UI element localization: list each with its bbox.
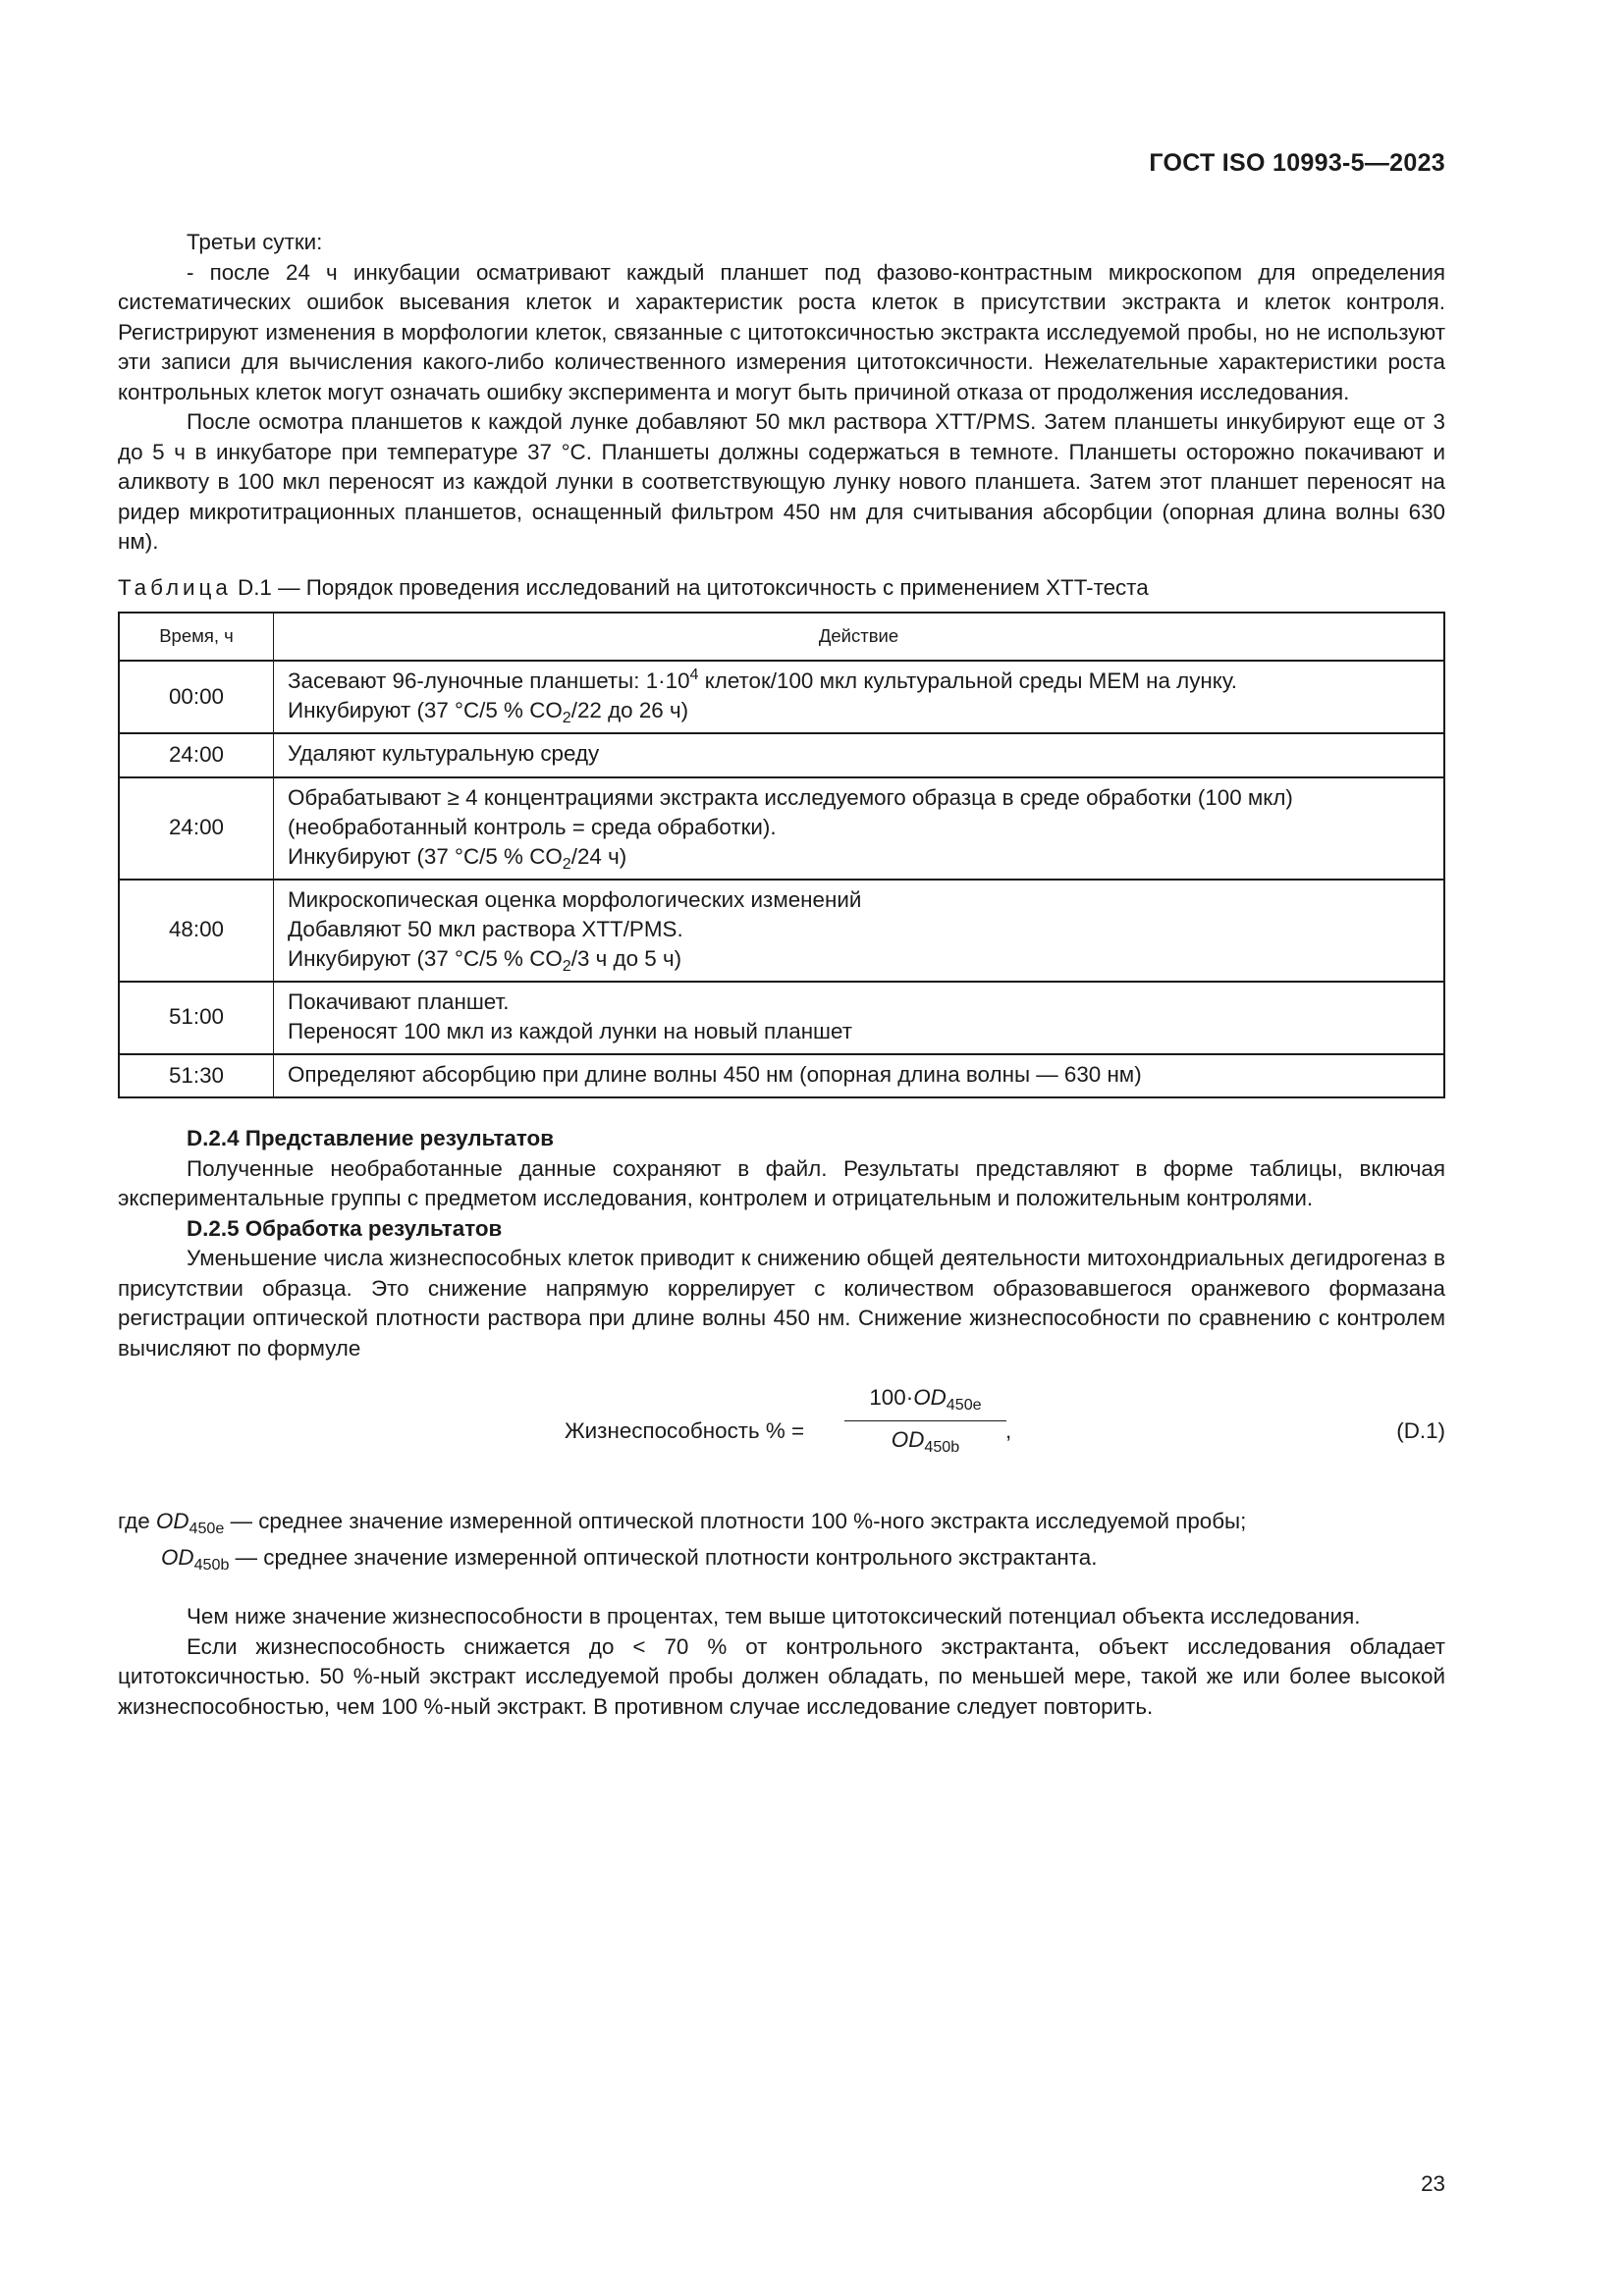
table-row (119, 777, 1444, 880)
action-cell (274, 661, 1445, 733)
procedure-table (118, 612, 1445, 1098)
time-cell: 24:00 (119, 777, 274, 880)
section-heading-d24: D.2.4 Представление результатов (187, 1126, 554, 1150)
section-heading-d25: D.2.5 Обработка результатов (187, 1215, 503, 1241)
action-line: Определяют абсорбцию при длине волны 450 нм (опорная длина волны — 630 нм) (288, 1061, 1142, 1087)
table-row (119, 733, 1444, 777)
where-line-2: $OD_{450b}$ — среднее значение измеренной оптической плотности контрольного экстрактанта. (161, 1544, 1098, 1574)
table-row (119, 661, 1444, 733)
formula-denominator: $OD_{450b}$ (891, 1427, 960, 1456)
day3-heading: Третьи сутки: (187, 230, 323, 254)
page-content (118, 228, 1445, 1722)
column-header-action: Действие (274, 613, 1445, 661)
table-caption (118, 573, 1445, 604)
document-id-header: ГОСТ ISO 10993-5—2023 (1149, 149, 1445, 177)
formula-fraction (844, 1383, 1006, 1456)
time-cell: 24:00 (119, 733, 274, 777)
action-cell (274, 880, 1445, 982)
viability-formula (118, 1379, 1445, 1489)
action-line: Добавляют 50 мкл раствора XTT/PMS. (288, 916, 683, 941)
table-row (119, 1054, 1444, 1098)
section-text-d24: Полученные необработанные данные сохраняют в файл. Результаты представляют в форме таблицы, включая экспериментальные группы с предметом исследования, контролем и отрицательным и положительным контролями. (118, 1155, 1445, 1210)
column-header-time: Время, ч (119, 613, 274, 661)
action-line: Инкубируют (37 °C/5 % $CO_2/3$ ч до 5 ч) (288, 945, 682, 975)
time-cell: 51:30 (119, 1054, 274, 1098)
action-line: Инкубируют (37 °C/5 % $CO_2/22$ до 26 ч) (288, 698, 689, 726)
table-row (119, 982, 1444, 1054)
action-cell (274, 982, 1445, 1054)
intro-paragraph-1: - после 24 ч инкубации осматривают каждый планшет под фазово-контрастным микроскопом для определения систематических ошибок высевания клеток и характеристик роста клеток в присутствии экстракта и клеток контроля. Регистрируют изменения в морфологии клеток, связанные с цитотоксичностью экстракта исследуемой пробы, но не используют эти записи для вычисления какого-либо количественного измерения цитотоксичности. Нежелательные характеристики роста контрольных клеток могут означать ошибку эксперимента и могут быть причиной отказа от продолжения исследования. (118, 259, 1445, 404)
where-line-1: где $OD_{450e}$ — среднее значение измеренной оптической плотности 100 %-ного экстракта исследуемой пробы; (118, 1509, 1247, 1537)
table-caption-word: Таблица (118, 574, 232, 600)
action-line: Переносят 100 мкл из каждой лунки на новый планшет (288, 1018, 852, 1043)
fraction-bar (844, 1420, 1006, 1421)
action-line: (необработанный контроль = среда обработки). (288, 814, 777, 839)
action-line: Покачивают планшет. (288, 988, 510, 1014)
time-cell: 48:00 (119, 880, 274, 982)
table-caption-text: D.1 — Порядок проведения исследований на цитотоксичность с применением XTT-теста (238, 574, 1149, 600)
action-line: Обрабатывают ≥ 4 концентрациями экстракта исследуемого образца в среде обработки (100 мкл) (288, 784, 1293, 810)
intro-paragraph-2: После осмотра планшетов к каждой лунке добавляют 50 мкл раствора XTT/PMS. Затем планшеты инкубируют еще от 3 до 5 ч в инкубаторе при температуре 37 °C. Планшеты должны содержаться в темноте. Планшеты осторожно покачивают и аликвоту в 100 мкл переносят из каждой лунки в соответствующую лунку нового планшета. Затем этот планшет переносят на ридер микротитрационных планшетов, оснащенный фильтром 450 нм для считывания абсорбции (опорная длина волны 630 нм). (118, 409, 1445, 554)
section-text-d25: Уменьшение числа жизнеспособных клеток приводит к снижению общей деятельности митохондриальных дегидрогеназ в присутствии образца. Это снижение напрямую коррелирует с количеством образовавшегося оранжевого формазана регистрации оптической плотности раствора при длине волны 450 нм. Снижение жизнеспособности по сравнению с контролем вычисляют по формуле (118, 1246, 1445, 1361)
action-cell (274, 777, 1445, 880)
table-header-row (119, 613, 1444, 661)
conclusion-paragraph-1: Чем ниже значение жизнеспособности в процентах, тем выше цитотоксический потенциал объекта исследования. (187, 1604, 1361, 1629)
time-cell: 51:00 (119, 982, 274, 1054)
table-row (119, 880, 1444, 982)
equation-number: (D.1) (1396, 1418, 1445, 1443)
action-line: Микроскопическая оценка морфологических изменений (288, 886, 862, 912)
action-line: Засевают 96-луночные планшеты: $1\cdot 10^4$ клеток/100 мкл культуральной среды МЕМ на лунку. (288, 666, 1238, 693)
action-cell (274, 1054, 1445, 1098)
formula-label: Жизнеспособность % = (565, 1418, 805, 1443)
page-number: 23 (1421, 2171, 1445, 2196)
action-cell (274, 733, 1445, 777)
formula-comma: , (1005, 1418, 1012, 1443)
action-line: Удаляют культуральную среду (288, 741, 600, 767)
action-line: Инкубируют (37 °C/5 % $CO_2/24$ ч) (288, 843, 627, 873)
time-cell: 00:00 (119, 661, 274, 733)
formula-numerator: $100\cdot OD_{450e}$ (869, 1385, 982, 1414)
conclusion-paragraph-2: Если жизнеспособность снижается до < 70 % от контрольного экстрактанта, объект исследования обладает цитотоксичностью. 50 %-ный экстракт исследуемой пробы должен обладать, по меньшей мере, такой же или более высокой жизнеспособностью, чем 100 %-ный экстракт. В противном случае исследование следует повторить. (118, 1633, 1445, 1719)
